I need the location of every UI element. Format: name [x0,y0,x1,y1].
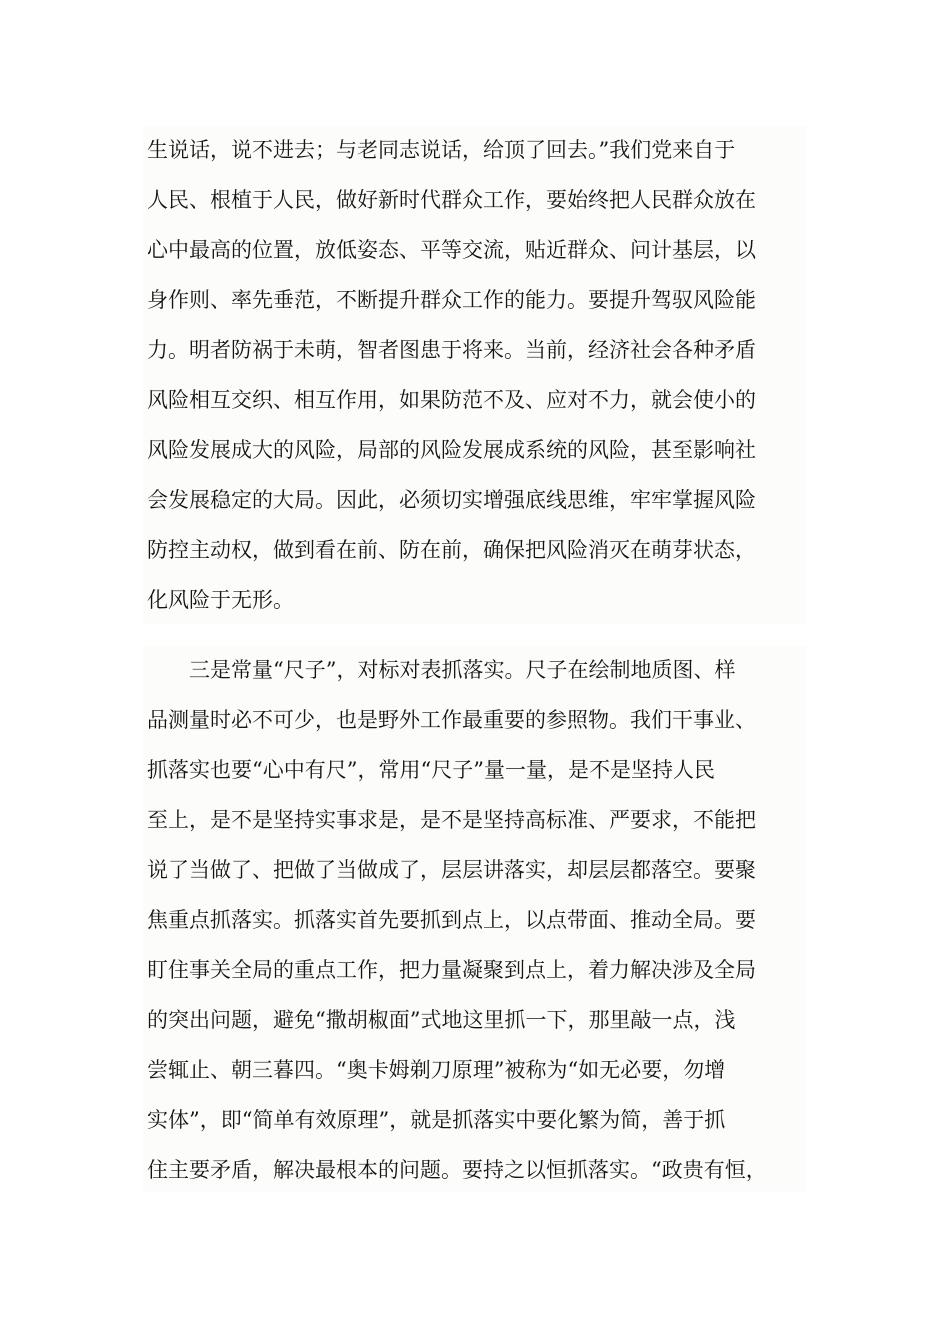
paragraph-line: 三是常量“尺子”，对标对表抓落实。尺子在绘制地质图、样 [189,658,736,682]
paragraph-line: 说了当做了、把做了当做成了，层层讲落实，却层层都落空。要聚 [147,858,756,882]
paragraph-line: 风险相互交织、相互作用，如果防范不及、应对不力，就会使小的 [147,388,756,412]
paragraph-line: 实体”，即“简单有效原理”，就是抓落实中要化繁为简，善于抓 [147,1108,726,1132]
paragraph-line: 住主要矛盾，解决最根本的问题。要持之以恒抓落实。“政贵有恒， [147,1158,767,1182]
paragraph-line: 至上，是不是坚持实事求是，是不是坚持高标准、严要求，不能把 [147,808,756,832]
paragraph-line: 会发展稳定的大局。因此，必须切实增强底线思维，牢牢掌握风险 [147,488,756,512]
paragraph-line: 生说话，说不进去；与老同志说话，给顶了回去。”我们党来自于 [147,138,736,162]
paragraph-line: 力。明者防祸于未萌，智者图患于将来。当前，经济社会各种矛盾 [147,338,756,362]
paragraph-line: 人民、根植于人民，做好新时代群众工作，要始终把人民群众放在 [147,188,756,212]
paragraph-line: 风险发展成大的风险，局部的风险发展成系统的风险，甚至影响社 [147,438,756,462]
paragraph-line: 尝辄止、朝三暮四。“奥卡姆剃刀原理”被称为“如无必要，勿增 [147,1058,726,1082]
paragraph-line: 的突出问题，避免“撒胡椒面”式地这里抓一下，那里敲一点，浅 [147,1008,736,1032]
paragraph-line: 化风险于无形。 [147,588,294,612]
paragraph-line: 品测量时必不可少，也是野外工作最重要的参照物。我们干事业、 [147,708,756,732]
paragraph-line: 焦重点抓落实。抓落实首先要抓到点上，以点带面、推动全局。要 [147,908,756,932]
paragraph-line: 抓落实也要“心中有尺”，常用“尺子”量一量，是不是坚持人民 [147,758,715,782]
paragraph-line: 防控主动权，做到看在前、防在前，确保把风险消灭在萌芽状态， [147,538,756,562]
paragraph-line: 心中最高的位置，放低姿态、平等交流，贴近群众、问计基层，以 [147,238,756,262]
paragraph-2 [143,646,806,1192]
paragraph-line: 盯住事关全局的重点工作，把力量凝聚到点上，着力解决涉及全局 [147,958,756,982]
paragraph-1 [143,126,806,624]
paragraph-line: 身作则、率先垂范，不断提升群众工作的能力。要提升驾驭风险能 [147,288,756,312]
